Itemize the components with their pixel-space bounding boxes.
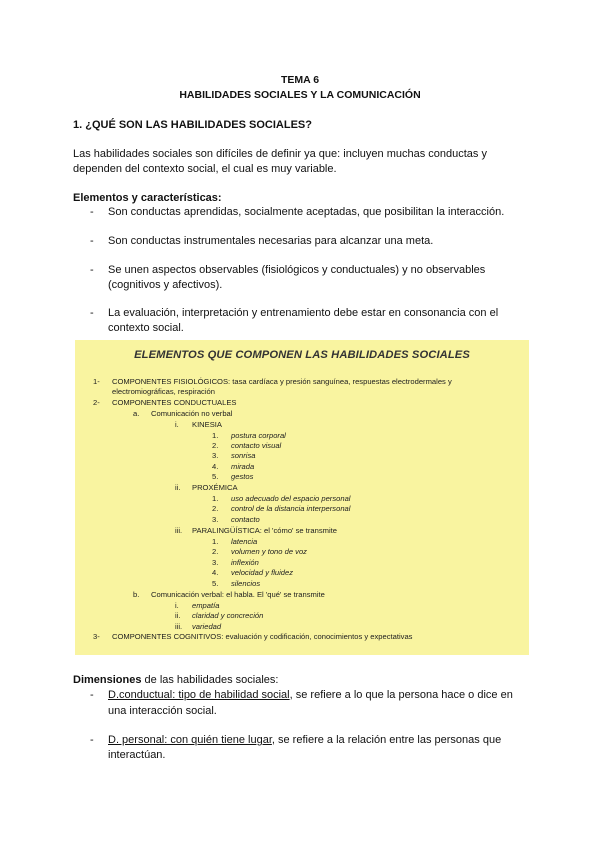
dimensiones-heading-bold: Dimensiones: [73, 674, 142, 686]
dimensiones-heading-rest: de las habilidades sociales:: [141, 674, 279, 686]
item-number: 1-: [93, 377, 100, 386]
verbal-item: empatía: [192, 601, 220, 610]
dimension-conductual: [108, 688, 513, 703]
verbal-item: claridad y concreción: [192, 611, 264, 620]
item-roman: i.: [175, 420, 179, 429]
nonverbal-communication: Comunicación no verbal: [151, 409, 233, 418]
item-number: 4.: [212, 462, 219, 471]
item-number: 2-: [93, 398, 100, 407]
dimension-description: , se refiere a la relación entre las personas que: [271, 734, 502, 746]
kinesia-item: mirada: [231, 462, 255, 471]
item-number: 5.: [212, 579, 219, 588]
bullet-dash: -: [90, 307, 94, 319]
dimension-personal: [108, 733, 501, 748]
tema-number: TEMA 6: [280, 74, 320, 86]
figure-title: ELEMENTOS QUE COMPONEN LAS HABILIDADES SOCIALES: [134, 349, 470, 361]
list-item: La evaluación, interpretación y entrenamiento debe estar en consonancia con el: [108, 307, 499, 319]
item-roman: iii.: [175, 526, 183, 535]
elementos-heading: Elementos y características:: [73, 192, 222, 204]
verbal-item: variedad: [192, 622, 222, 631]
kinesia-item: gestos: [231, 472, 254, 481]
item-number: 3.: [212, 558, 219, 567]
bullet-dash: -: [90, 235, 94, 247]
proxemica-item: control de la distancia interpersonal: [231, 504, 351, 513]
physiological-components: COMPONENTES FISIOLÓGICOS: tasa cardíaca y presión sanguínea, respuestas electrodermales y: [112, 377, 452, 386]
item-number: 3-: [93, 632, 100, 641]
document-title: HABILIDADES SOCIALES Y LA COMUNICACIÓN: [179, 89, 421, 101]
list-item-continuation: contexto social.: [108, 322, 184, 334]
behavioral-components: COMPONENTES CONDUCTUALES: [112, 398, 237, 407]
cognitive-components: COMPONENTES COGNITIVOS: evaluación y codificación, conocimientos y expectativas: [112, 632, 413, 641]
kinesia-item: sonrisa: [231, 451, 256, 460]
paralinguistica-item: volumen y tono de voz: [231, 547, 307, 556]
paralinguistica-item: latencia: [231, 537, 258, 546]
item-roman: ii.: [175, 483, 181, 492]
dimension-conductual-cont: una interacción social.: [108, 705, 217, 717]
paralinguistica-item: silencios: [231, 579, 261, 588]
item-number: 1.: [212, 431, 219, 440]
kinesia-label: KINESIA: [192, 420, 222, 429]
proxemica-item: uso adecuado del espacio personal: [231, 494, 351, 503]
dimension-term: D.conductual: tipo de habilidad social: [108, 689, 290, 701]
bullet-dash: -: [90, 206, 94, 218]
item-roman: ii.: [175, 611, 181, 620]
item-number: 5.: [212, 472, 219, 481]
paralinguistica-item: velocidad y fluidez: [231, 568, 294, 577]
item-number: 2.: [212, 441, 219, 450]
item-roman: i.: [175, 601, 179, 610]
dimension-personal-cont: interactúan.: [108, 749, 166, 761]
item-roman: iii.: [175, 622, 183, 631]
section-heading: 1. ¿QUÉ SON LAS HABILIDADES SOCIALES?: [73, 119, 312, 131]
bullet-dash: -: [90, 264, 94, 276]
bullet-dash: -: [90, 734, 94, 746]
kinesia-item: postura corporal: [231, 431, 286, 440]
item-number: 2.: [212, 547, 219, 556]
item-letter: a.: [133, 409, 140, 418]
paralinguistica-item: inflexión: [231, 558, 259, 567]
paralinguistica-label: PARALINGÜÍSTICA: el 'cómo' se transmite: [192, 526, 337, 535]
dimension-description: , se refiere a lo que la persona hace o dice en: [289, 689, 513, 701]
item-number: 2.: [212, 504, 219, 513]
proxemica-label: PROXÉMICA: [192, 483, 238, 492]
item-number: 3.: [212, 515, 219, 524]
components-figure: [75, 340, 529, 655]
dimensiones-heading: [73, 673, 278, 687]
item-letter: b.: [133, 590, 140, 599]
list-item-continuation: (cognitivos y afectivos).: [108, 279, 223, 291]
list-item: Son conductas instrumentales necesarias para alcanzar una meta.: [108, 235, 434, 247]
proxemica-item: contacto: [231, 515, 260, 524]
dimension-term: D. personal: con quién tiene lugar: [108, 734, 272, 746]
list-item: Son conductas aprendidas, socialmente aceptadas, que posibilitan la interacción.: [108, 206, 505, 218]
verbal-communication: Comunicación verbal: el habla. El 'qué' se transmite: [151, 590, 325, 599]
intro-line-2: dependen del contexto social, el cual es muy variable.: [73, 163, 337, 175]
intro-line-1: Las habilidades sociales son difíciles de definir ya que: incluyen muchas conductas y: [73, 148, 487, 160]
item-number: 1.: [212, 494, 219, 503]
list-item: Se unen aspectos observables (fisiológicos y conductuales) y no observables: [108, 264, 486, 276]
item-number: 1.: [212, 537, 219, 546]
item-number: 3.: [212, 451, 219, 460]
kinesia-item: contacto visual: [231, 441, 282, 450]
item-number: 4.: [212, 568, 219, 577]
physiological-components-cont: electromiográficas, respiración: [112, 387, 215, 396]
bullet-dash: -: [90, 689, 94, 701]
